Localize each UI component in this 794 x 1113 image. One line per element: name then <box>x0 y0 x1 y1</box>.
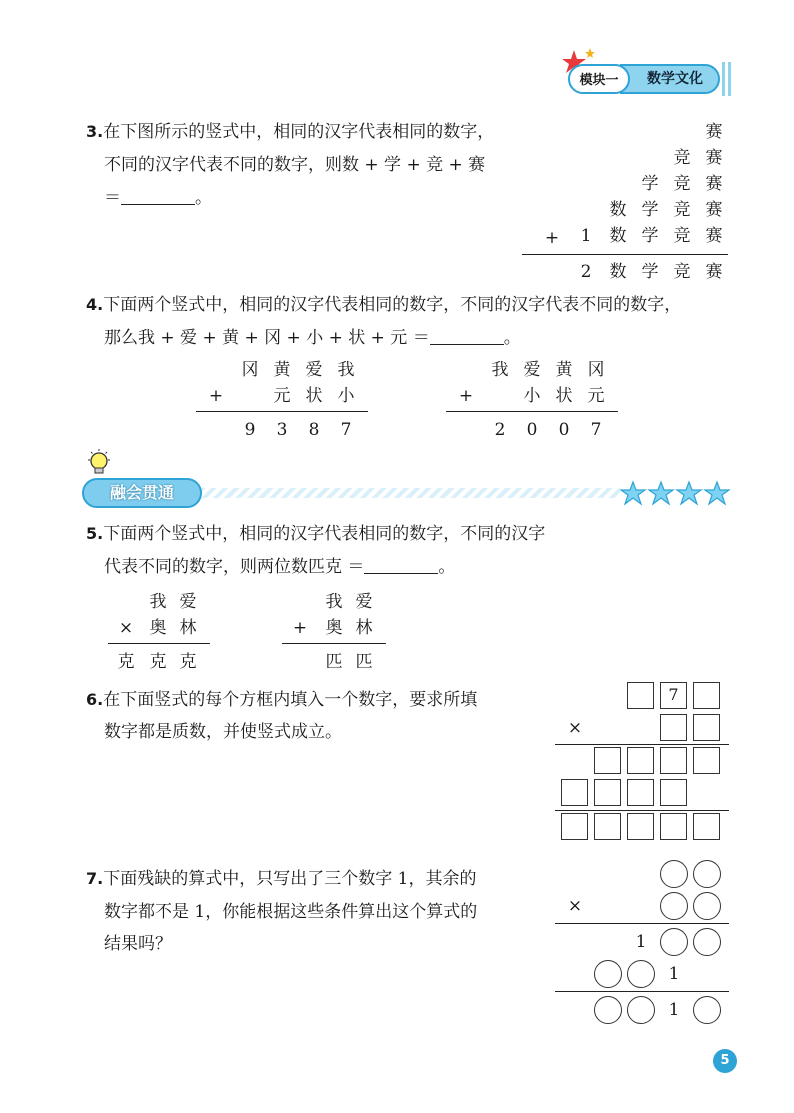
digit-box[interactable] <box>627 682 654 709</box>
q3-cell: 竞 <box>673 226 691 246</box>
times-sign: × <box>567 896 583 916</box>
digit-circle[interactable] <box>594 996 622 1024</box>
digit-box[interactable] <box>627 779 654 806</box>
module-label: 模块一 <box>568 64 630 94</box>
sum-line <box>196 411 368 412</box>
digit-circle[interactable] <box>693 996 721 1024</box>
q5-left-product: 我 爱 × 奥 林 克 克 克 <box>108 590 212 674</box>
page-number: 5 <box>713 1049 737 1073</box>
q3-cell: 赛 <box>705 122 723 142</box>
digit-box[interactable] <box>693 813 720 840</box>
digit-box[interactable] <box>660 714 687 741</box>
plus-sign: + <box>458 386 474 406</box>
q3-result-cell: 赛 <box>705 262 723 282</box>
badge-stripe <box>728 62 731 96</box>
digit-box[interactable] <box>627 813 654 840</box>
digit-circle[interactable] <box>693 892 721 920</box>
q6-number: 6. <box>86 690 104 709</box>
plus-sign: + <box>544 228 560 248</box>
q3-result-cell: 数 <box>609 262 627 282</box>
q5-line1: 5.下面两个竖式中，相同的汉字代表相同的数字，不同的汉字 <box>86 524 546 544</box>
q3-line3: ＝ 。 <box>104 188 212 208</box>
sum-line <box>522 254 728 255</box>
digit-box[interactable] <box>693 747 720 774</box>
q7-line1: 7.下面残缺的算式中，只写出了三个数字 1，其余的 <box>86 869 477 889</box>
q3-result-cell: 竞 <box>673 262 691 282</box>
digit-box[interactable] <box>693 714 720 741</box>
q7-line2: 数字都不是 1，你能根据这些条件算出这个算式的 <box>104 902 478 922</box>
q3-cell: 1 <box>580 226 592 246</box>
plus-sign: + <box>292 618 308 638</box>
q4-right-sum: 我 爱 黄 冈 + 小 状 元 2 0 0 7 <box>446 358 622 446</box>
digit-box[interactable] <box>561 813 588 840</box>
sum-line <box>446 411 618 412</box>
digit-circle[interactable] <box>594 960 622 988</box>
digit-one: 1 <box>668 964 680 984</box>
answer-blank[interactable] <box>430 326 504 345</box>
q3-cell: 赛 <box>705 200 723 220</box>
module-badge <box>568 58 728 102</box>
q3-cell: 竞 <box>673 148 691 168</box>
q3-cell: 赛 <box>705 174 723 194</box>
q3-cell: 赛 <box>705 148 723 168</box>
badge-stripe <box>722 62 725 96</box>
q4-line1: 4.下面两个竖式中，相同的汉字代表相同的数字，不同的汉字代表不同的数字， <box>86 295 682 315</box>
digit-box: 7 <box>660 682 687 709</box>
q3-cell: 竞 <box>673 174 691 194</box>
product-line <box>555 744 729 745</box>
q5-number: 5. <box>86 524 104 543</box>
digit-circle[interactable] <box>627 996 655 1024</box>
digit-box[interactable] <box>660 813 687 840</box>
q6-box-multiplication <box>555 680 729 846</box>
q7-circle-multiplication <box>555 858 729 1030</box>
digit-one: 1 <box>635 932 647 952</box>
digit-circle[interactable] <box>660 928 688 956</box>
digit-one: 1 <box>668 1000 680 1020</box>
q3-number: 3. <box>86 122 104 141</box>
q4-number: 4. <box>86 295 104 314</box>
answer-blank[interactable] <box>364 555 438 574</box>
answer-blank[interactable] <box>121 186 195 205</box>
digit-box[interactable] <box>693 682 720 709</box>
q3-cell: 竞 <box>673 200 691 220</box>
plus-sign: + <box>208 386 224 406</box>
q3-cell: 学 <box>641 226 659 246</box>
digit-box[interactable] <box>594 779 621 806</box>
q3-cell: 学 <box>641 174 659 194</box>
q3-result-cell: 学 <box>641 262 659 282</box>
section-divider <box>200 488 620 498</box>
q6-line1: 6.在下面竖式的每个方框内填入一个数字，要求所填 <box>86 690 478 710</box>
digit-box[interactable] <box>627 747 654 774</box>
sum-line <box>282 643 386 644</box>
q7-number: 7. <box>86 869 104 888</box>
q3-vertical-sum <box>520 120 730 290</box>
q5-line2: 代表不同的数字，则两位数匹克 ＝ 。 <box>104 557 456 577</box>
sum-line <box>555 991 729 992</box>
q6-line2: 数字都是质数，并使竖式成立。 <box>104 722 342 742</box>
q3-line1: 3.在下图所示的竖式中，相同的汉字代表相同的数字， <box>86 122 495 142</box>
digit-box[interactable] <box>660 747 687 774</box>
sum-line <box>555 810 729 811</box>
product-line <box>108 643 210 644</box>
lightbulb-icon <box>86 448 112 478</box>
q3-cell: 数 <box>609 226 627 246</box>
q4-left-sum: 冈 黄 爱 我 + 元 状 小 9 3 8 7 <box>196 358 372 446</box>
digit-circle[interactable] <box>660 892 688 920</box>
digit-box[interactable] <box>660 779 687 806</box>
q3-line2: 不同的汉字代表不同的数字，则数 + 学 + 竞 + 赛 <box>104 155 486 175</box>
digit-circle[interactable] <box>693 928 721 956</box>
module-title: 数学文化 <box>620 64 720 94</box>
times-sign: × <box>118 618 134 638</box>
digit-box[interactable] <box>561 779 588 806</box>
q3-result-cell: 2 <box>580 262 592 282</box>
digit-box[interactable] <box>594 747 621 774</box>
q3-cell: 赛 <box>705 226 723 246</box>
section-title: 融会贯通 <box>82 478 202 508</box>
digit-circle[interactable] <box>693 860 721 888</box>
q7-line3: 结果吗？ <box>104 934 172 954</box>
q3-cell: 学 <box>641 200 659 220</box>
digit-circle[interactable] <box>660 860 688 888</box>
times-sign: × <box>567 718 583 738</box>
q4-line2: 那么我 + 爱 + 黄 + 冈 + 小 + 状 + 元 ＝ 。 <box>104 328 521 348</box>
difficulty-stars-icon <box>620 480 732 506</box>
product-line <box>555 923 729 924</box>
digit-box[interactable] <box>594 813 621 840</box>
digit-circle[interactable] <box>627 960 655 988</box>
q5-right-sum: 我 爱 + 奥 林 匹 匹 <box>282 590 388 674</box>
q3-cell: 数 <box>609 200 627 220</box>
